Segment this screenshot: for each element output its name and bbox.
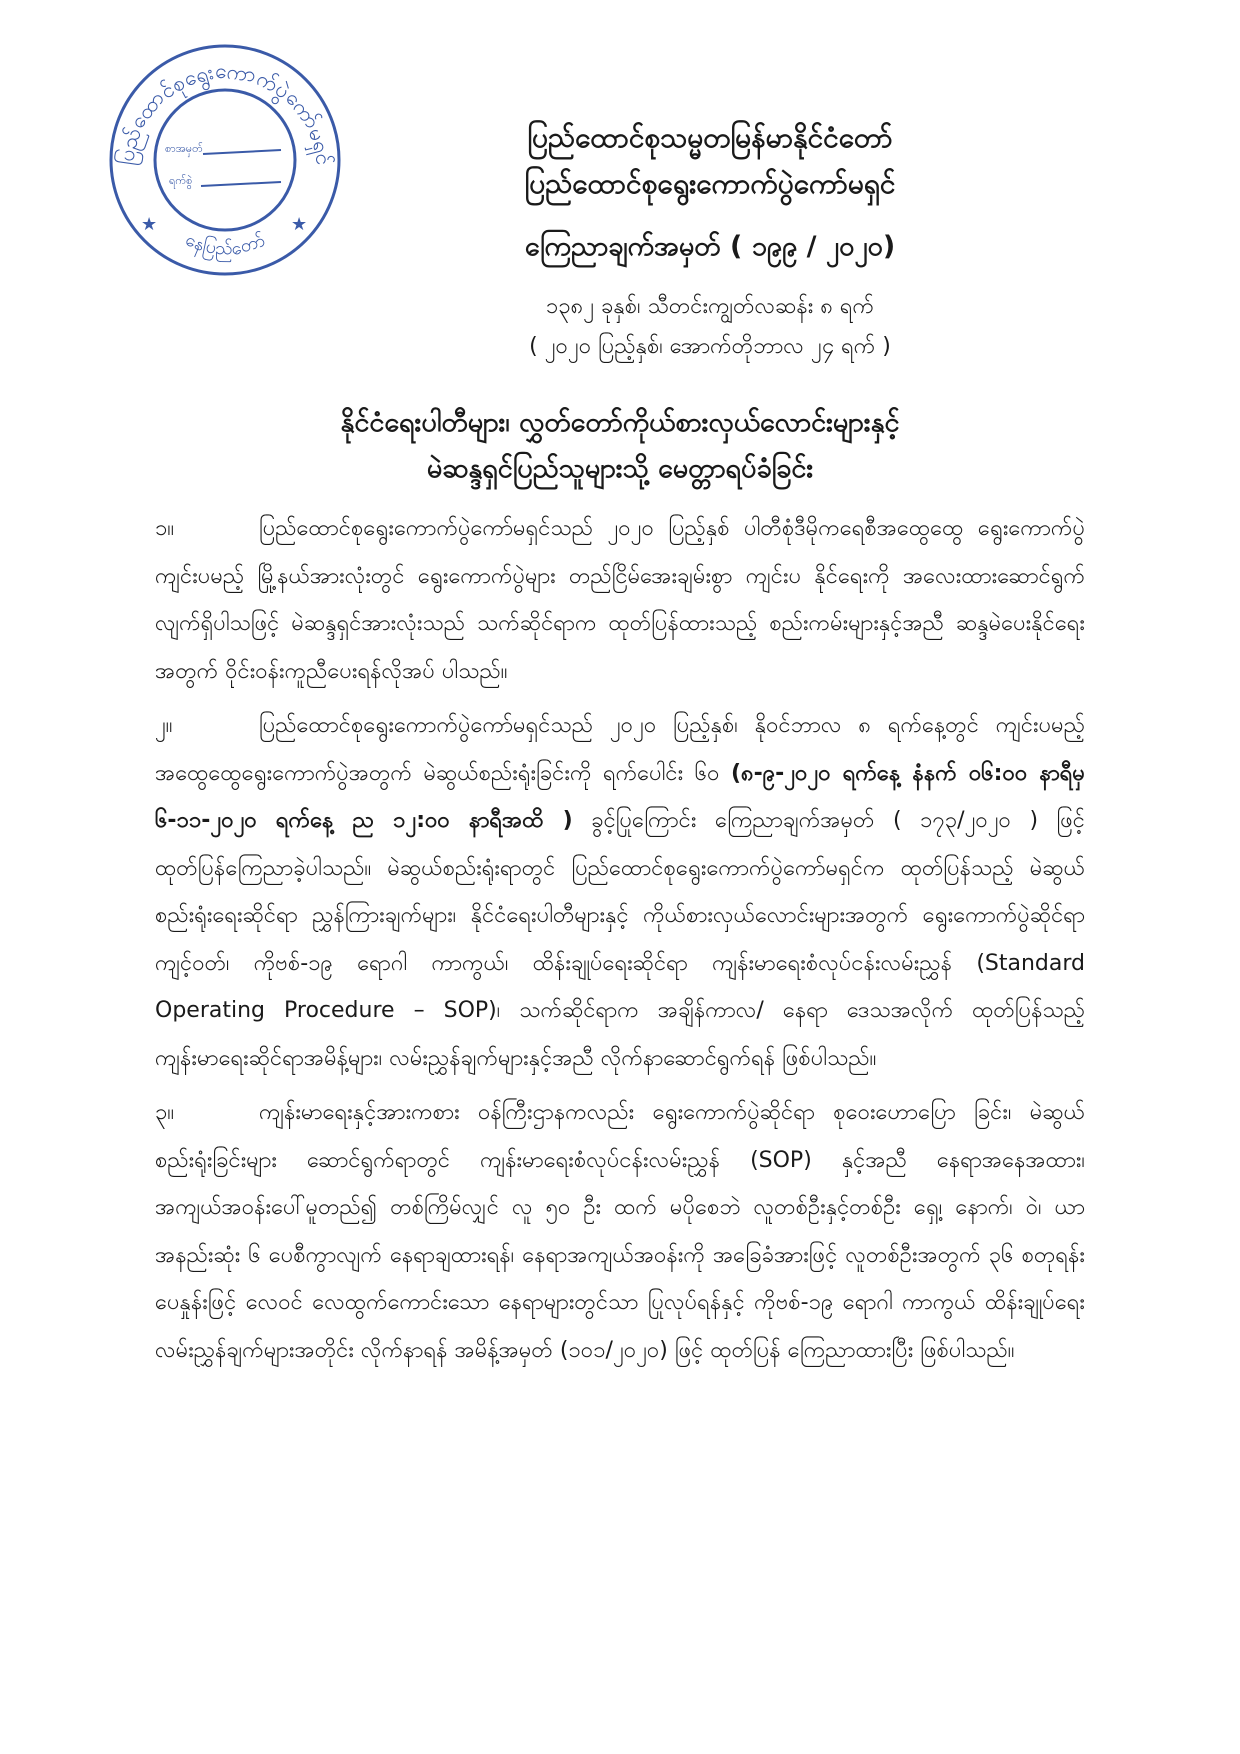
subject-line-2: မဲဆန္ဒရှင်ပြည်သူများသို့ မေတ္တာရပ်ခံခြင်း (426, 453, 814, 484)
seal-inner-ring (155, 90, 295, 230)
document-body (155, 505, 1085, 1381)
seal-ring-text: ပြည်ထောင်စုရွေးကောက်ပွဲကော်မရှင် (114, 58, 336, 167)
document-header (360, 115, 1060, 367)
paragraph-text-continued: ခွင့်ပြုကြောင်း ကြေညာချက်အမှတ် ( ၁၇၃/၂၀၂၀ ) ဖြင့် ထုတ်ပြန်ကြေညာခဲ့ပါသည်။ မဲဆွယ်စည်းရုံးရာတွင် ပြည်ထောင်စုရွေးကောက်ပွဲကော်မရှင်က ထုတ်ပြန်သည့် မဲဆွယ်စည်းရုံးရေးဆိုင်ရာ ညွှန်ကြားချက်များ၊ နိုင်ငံရေးပါတီများနှင့် ကိုယ်စားလှယ်လောင်းများအတွက် ရွေးကောက်ပွဲဆိုင်ရာကျင့်ဝတ်၊ ကိုဗစ်-၁၉ ရောဂါ ကာကွယ်၊ ထိန်းချုပ်ရေးဆိုင်ရာ ကျန်းမာရေးစံလုပ်ငန်းလမ်းညွှန် (Standard Operating Procedure – SOP)၊ သက်ဆိုင်ရာက အချိန်ကာလ/ နေရာ ဒေသအလိုက် ထုတ်ပြန်သည့် ကျန်းမာရေးဆိုင်ရာအမိန့်များ၊ လမ်းညွှန်ချက်များနှင့်အညီ လိုက်နာဆောင်ရွက်ရန် ဖြစ်ပါသည်။ (155, 808, 1085, 1071)
paragraph-number: ၂။ (155, 713, 173, 738)
subject-line-1: နိုင်ငံရေးပါတီများ၊ လွှတ်တော်ကိုယ်စားလှယ်လောင်းများနှင့် (340, 407, 900, 438)
country-name: ပြည်ထောင်စုသမ္မတမြန်မာနိုင်ငံတော် (527, 121, 893, 154)
date-gregorian: ( ၂၀၂၀ ပြည့်နှစ်၊ အောက်တိုဘာလ ၂၄ ရက် ) (529, 334, 891, 359)
seal-field2-line (201, 182, 281, 186)
subject-heading (160, 400, 1080, 492)
paragraph-2 (155, 702, 1085, 1082)
date-block (360, 287, 1060, 367)
official-seal (105, 40, 345, 280)
seal-star-right-icon: ★ (291, 214, 308, 235)
seal-field1-label: စာအမှတ် (165, 142, 203, 155)
paragraph-1 (155, 505, 1085, 695)
paragraph-number: ၁။ (155, 516, 175, 541)
seal-graphic (105, 40, 345, 280)
paragraph-text: ပြည်ထောင်စုရွေးကောက်ပွဲကော်မရှင်သည် ၂၀၂၀ ပြည့်နှစ် ပါတီစုံဒီမိုကရေစီအထွေထွေ ရွေးကောက်ပွဲ ကျင်းပမည့် မြို့နယ်အားလုံးတွင် ရွေးကောက်ပွဲများ တည်ငြိမ်အေးချမ်းစွာ ကျင်းပ နိုင်ရေးကို အလေးထားဆောင်ရွက်လျက်ရှိပါသဖြင့် မဲဆန္ဒရှင်အားလုံးသည် သက်ဆိုင်ရာက ထုတ်ပြန်ထားသည့် စည်းကမ်းများနှင့်အညီ ဆန္ဒမဲပေးနိုင်ရေးအတွက် ဝိုင်းဝန်းကူညီပေးရန်လိုအပ် ပါသည်။ (155, 516, 1085, 684)
paragraph-3 (155, 1089, 1085, 1374)
seal-field2-label: ရက်စွဲ (169, 174, 193, 187)
campaign-period: (၈-၉-၂၀၂၀ ရက်နေ့ နံနက် ၀၆:၀၀ နာရီမှ ၆-၁၁-၂၀၂၀ ရက်နေ့ ည ၁၂:၀၀ နာရီအထိ ) (155, 760, 1085, 833)
seal-star-left-icon: ★ (141, 214, 158, 235)
paragraph-number: ၃။ (155, 1100, 175, 1125)
date-myanmar-calendar: ၁၃၈၂ ခုနှစ်၊ သီတင်းကျွတ်လဆန်း ၈ ရက် (545, 294, 875, 319)
seal-field1-line (203, 150, 281, 154)
seal-city-text: နေပြည်တော် (182, 229, 268, 261)
commission-name: ပြည်ထောင်စုရွေးကောက်ပွဲကော်မရှင် (524, 167, 896, 200)
notice-number: ကြေညာချက်အမှတ် ( ၁၉၉ / ၂၀၂၀) (524, 231, 896, 262)
paragraph-text: ကျန်းမာရေးနှင့်အားကစား ဝန်ကြီးဌာနကလည်း ရွေးကောက်ပွဲဆိုင်ရာ စုဝေးဟောပြော ခြင်း၊ မဲဆွယ်စည်းရုံးခြင်းများ ဆောင်ရွက်ရာတွင် ကျန်းမာရေးစံလုပ်ငန်းလမ်းညွှန် (SOP) နှင့်အညီ နေရာအနေအထား၊ အကျယ်အဝန်းပေါ်မူတည်၍ တစ်ကြိမ်လျှင် လူ ၅၀ ဦး ထက် မပိုစေဘဲ လူတစ်ဦးနှင့်တစ်ဦး ရှေ့၊ နောက်၊ ဝဲ၊ ယာ အနည်းဆုံး ၆ ပေစီကွာလျက် နေရာချထားရန်၊ နေရာအကျယ်အဝန်းကို အခြေခံအားဖြင့် လူတစ်ဦးအတွက် ၃၆ စတုရန်းပေနှုန်းဖြင့် လေဝင် လေထွက်ကောင်းသော နေရာများတွင်သာ ပြုလုပ်ရန်နှင့် ကိုဗစ်-၁၉ ရောဂါ ကာကွယ် ထိန်းချုပ်ရေး လမ်းညွှန်ချက်များအတိုင်း လိုက်နာရန် အမိန့်အမှတ် (၁၀၁/၂၀၂၀) ဖြင့် ထုတ်ပြန် ကြေညာထားပြီး ဖြစ်ပါသည်။ (155, 1100, 1085, 1363)
paragraph-text: ပြည်ထောင်စုရွေးကောက်ပွဲကော်မရှင်သည် ၂၀၂၀ ပြည့်နှစ်၊ နိုဝင်ဘာလ ၈ ရက်နေ့တွင် ကျင်းပမည့် အထွေထွေရွေးကောက်ပွဲအတွက် မဲဆွယ်စည်းရုံးခြင်းကို ရက်ပေါင်း ၆၀ (155, 713, 1085, 786)
